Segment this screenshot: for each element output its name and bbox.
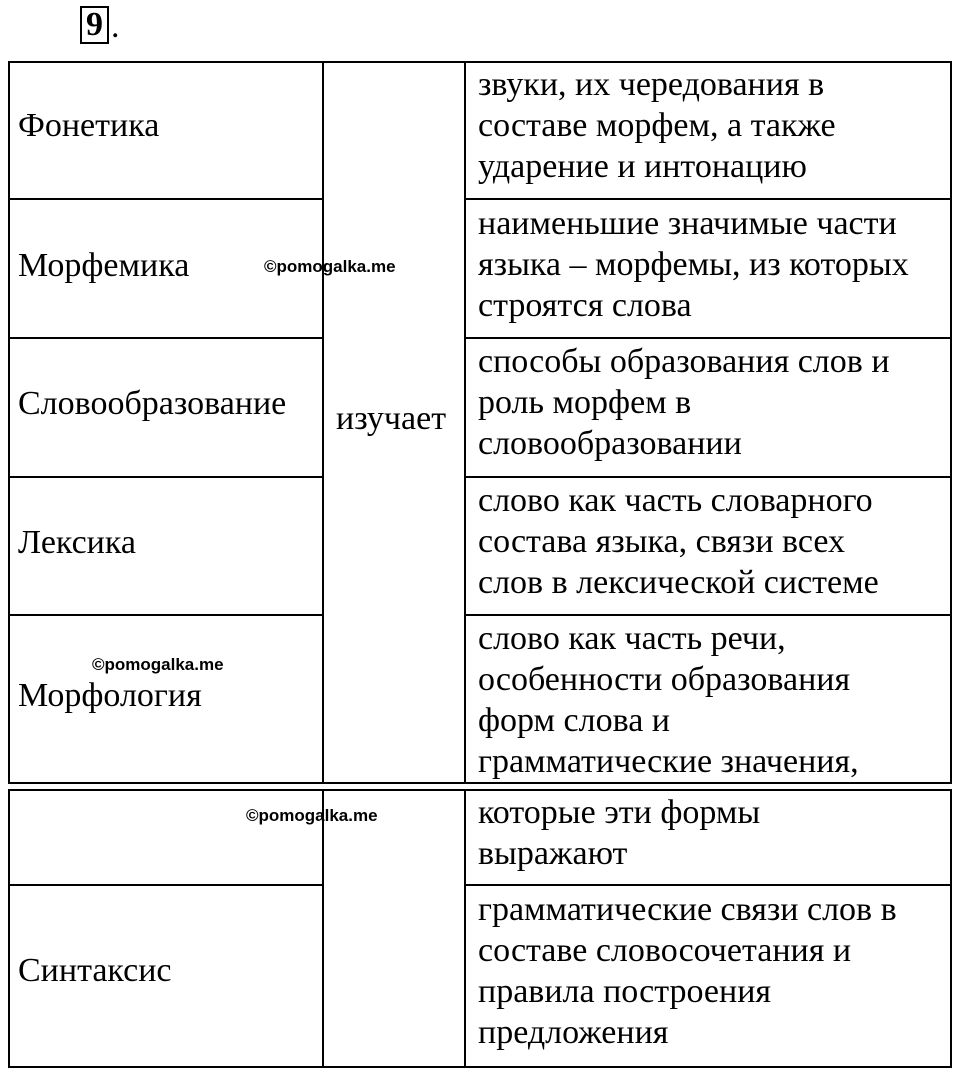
divider-horizontal	[8, 614, 324, 616]
divider-horizontal	[464, 337, 952, 339]
divider-horizontal	[464, 884, 952, 886]
desc-line: грамматические связи слов в	[478, 891, 897, 928]
desc-line: правила построения	[478, 973, 772, 1010]
divider-horizontal	[8, 884, 324, 886]
task-number	[80, 8, 120, 44]
task-number-box: 9	[80, 6, 109, 44]
term-syntax: Синтаксис	[18, 952, 172, 989]
desc-line: слово как часть словарного	[478, 482, 873, 519]
term-morphemics: Морфемика	[18, 247, 190, 284]
term-lexicon: Лексика	[18, 524, 136, 561]
divider-horizontal	[464, 614, 952, 616]
desc-line: языка – морфемы, из которых	[478, 246, 909, 283]
desc-line: слово как часть речи,	[478, 620, 786, 657]
desc-line: слов в лексической системе	[478, 564, 879, 601]
desc-line: ударение и интонацию	[478, 148, 807, 185]
task-number-dot: .	[111, 8, 120, 45]
divider-vertical	[464, 61, 466, 784]
desc-line: строятся слова	[478, 287, 692, 324]
desc-line: наименьшие значимые части	[478, 205, 897, 242]
divider-vertical	[464, 789, 466, 1068]
divider-horizontal	[464, 198, 952, 200]
term-morphology: Морфология	[18, 677, 202, 714]
desc-line: словообразовании	[478, 425, 742, 462]
term-phonetics: Фонетика	[18, 107, 160, 144]
divider-horizontal	[8, 337, 324, 339]
desc-line: составе морфем, а также	[478, 107, 836, 144]
verb-studies: изучает	[336, 400, 447, 437]
desc-line: особенности образования	[478, 661, 851, 698]
desc-line: форм слова и	[478, 702, 670, 739]
desc-line: грамматические значения,	[478, 743, 859, 780]
desc-line: роль морфем в	[478, 384, 692, 421]
divider-vertical	[322, 789, 324, 1068]
desc-line: которые эти формы	[478, 794, 761, 831]
divider-horizontal	[8, 476, 324, 478]
divider-horizontal	[464, 476, 952, 478]
watermark: ©pomogalka.me	[92, 655, 224, 674]
desc-line: выражают	[478, 835, 628, 872]
desc-line: способы образования слов и	[478, 343, 890, 380]
watermark: ©pomogalka.me	[246, 806, 378, 825]
divider-horizontal	[8, 198, 324, 200]
desc-line: предложения	[478, 1014, 669, 1051]
divider-vertical	[322, 61, 324, 784]
term-word-formation: Словообразование	[18, 385, 287, 422]
watermark: ©pomogalka.me	[264, 257, 396, 276]
desc-line: звуки, их чередования в	[478, 66, 825, 103]
desc-line: составе словосочетания и	[478, 932, 852, 969]
desc-line: состава языка, связи всех	[478, 523, 846, 560]
